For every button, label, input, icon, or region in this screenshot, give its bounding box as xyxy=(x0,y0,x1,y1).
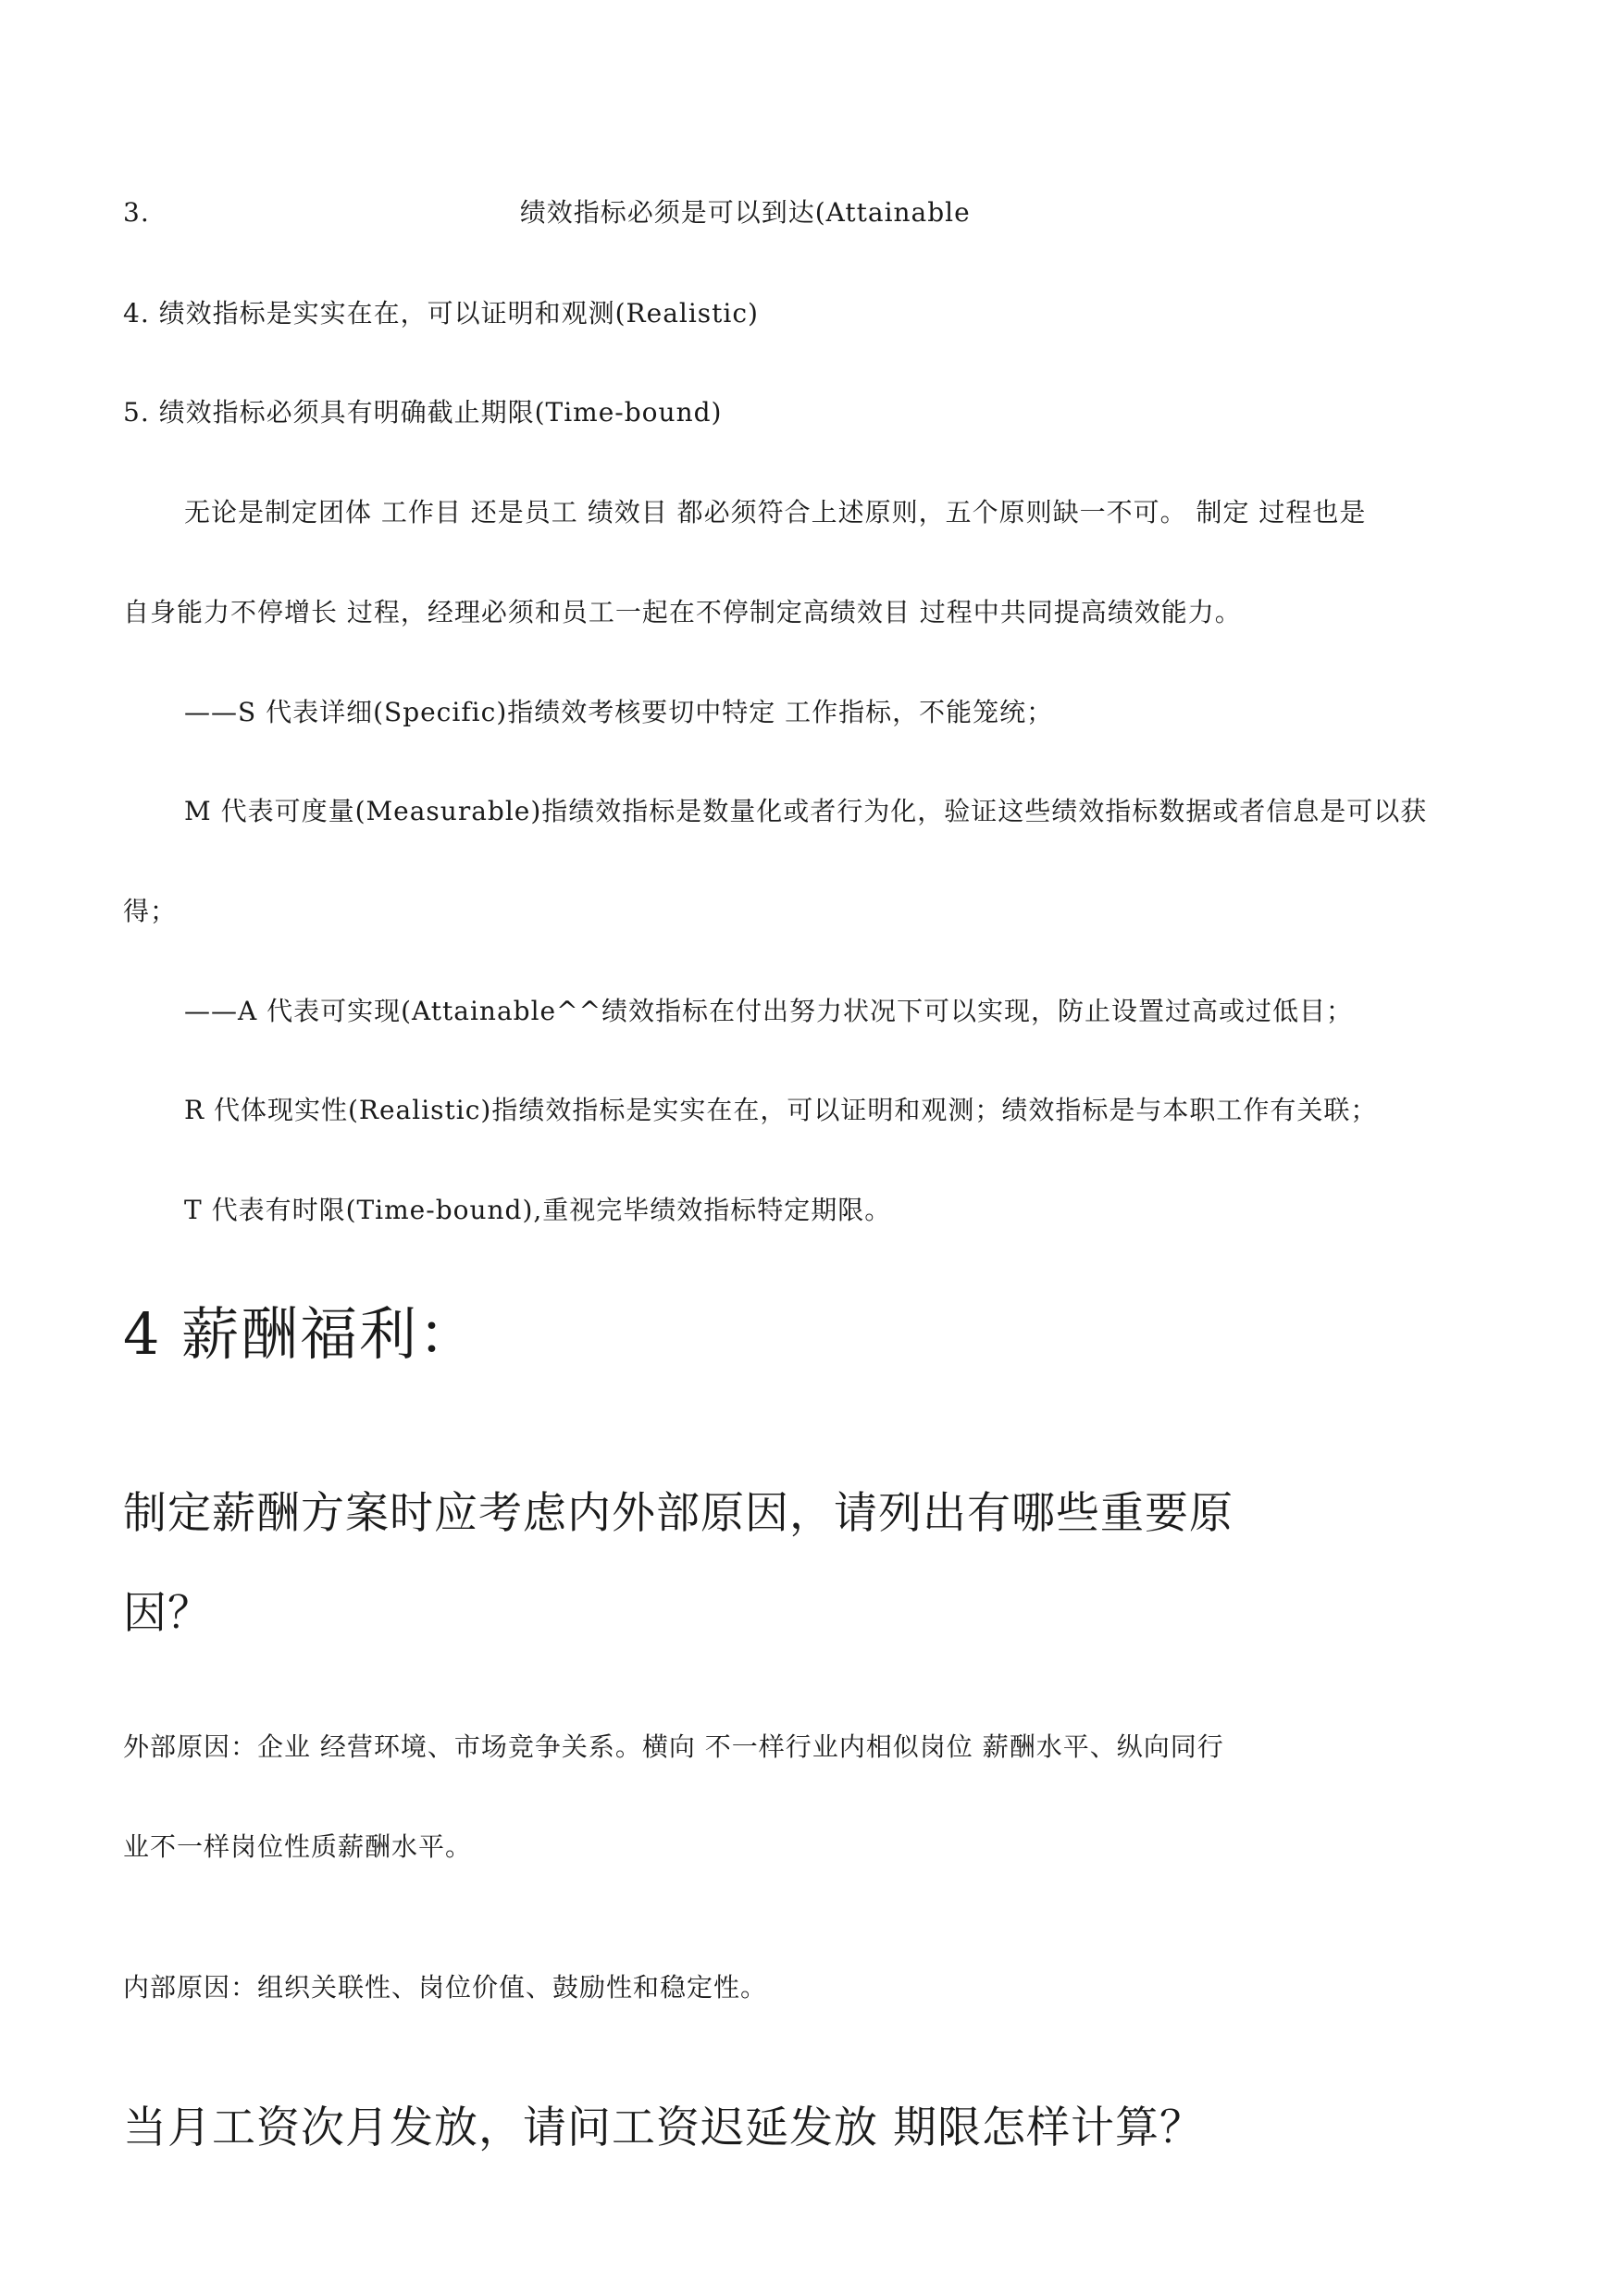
section-heading: 4 薪酬福利： xyxy=(123,1300,478,1368)
smart-t-definition: T 代表有时限(Time-bound),重视完毕绩效指标特定期限。 xyxy=(184,1195,892,1225)
list-item-3-number: 3. xyxy=(123,197,150,228)
list-item-4: 4. 绩效指标是实实在在，可以证明和观测(Realistic) xyxy=(123,298,759,329)
external-factors-line-1: 外部原因：企业 经营环境、市场竞争关系。横向 不一样行业内相似岗位 薪酬水平、纵向同行 xyxy=(123,1731,1224,1762)
smart-s-definition: ——S 代表详细(Specific)指绩效考核要切中特定 工作指标，不能笼统； xyxy=(184,697,1054,727)
list-item-3 xyxy=(123,196,971,230)
smart-m-definition-line-2: 得； xyxy=(123,896,178,926)
list-item-3-text: 绩效指标必须是可以到达(Attainable xyxy=(519,197,971,228)
question-1-line-2: 因？ xyxy=(123,1588,212,1639)
smart-r-definition: R 代体现实性(Realistic)指绩效指标是实实在在，可以证明和观测；绩效指标是与本职工作有关联； xyxy=(184,1095,1378,1125)
external-factors-line-2: 业不一样岗位性质薪酬水平。 xyxy=(123,1831,473,1862)
paragraph-principles-line-2: 自身能力不停增长 过程，经理必须和员工一起在不停制定高绩效目 过程中共同提高绩效能力。 xyxy=(123,597,1242,627)
question-2: 当月工资次月发放，请问工资迟延发放 期限怎样计算？ xyxy=(123,2103,1204,2153)
smart-m-definition-line-1: M 代表可度量(Measurable)指绩效指标是数量化或者行为化，验证这些绩效指标数据或者信息是可以获 xyxy=(184,796,1428,826)
question-1-line-1: 制定薪酬方案时应考虑内外部原因，请列出有哪些重要原 xyxy=(123,1488,1233,1539)
paragraph-principles-line-1: 无论是制定团体 工作目 还是员工 绩效目 都必须符合上述原则，五个原则缺一不可。 制定 过程也是 xyxy=(184,497,1367,527)
internal-factors: 内部原因：组织关联性、岗位价值、鼓励性和稳定性。 xyxy=(123,1972,768,2003)
smart-a-definition: ——A 代表可实现(Attainable^^绩效指标在付出努力状况下可以实现，防止设置过高或过低目； xyxy=(184,996,1354,1026)
list-item-5: 5. 绩效指标必须具有明确截止期限(Time-bound) xyxy=(123,397,723,428)
